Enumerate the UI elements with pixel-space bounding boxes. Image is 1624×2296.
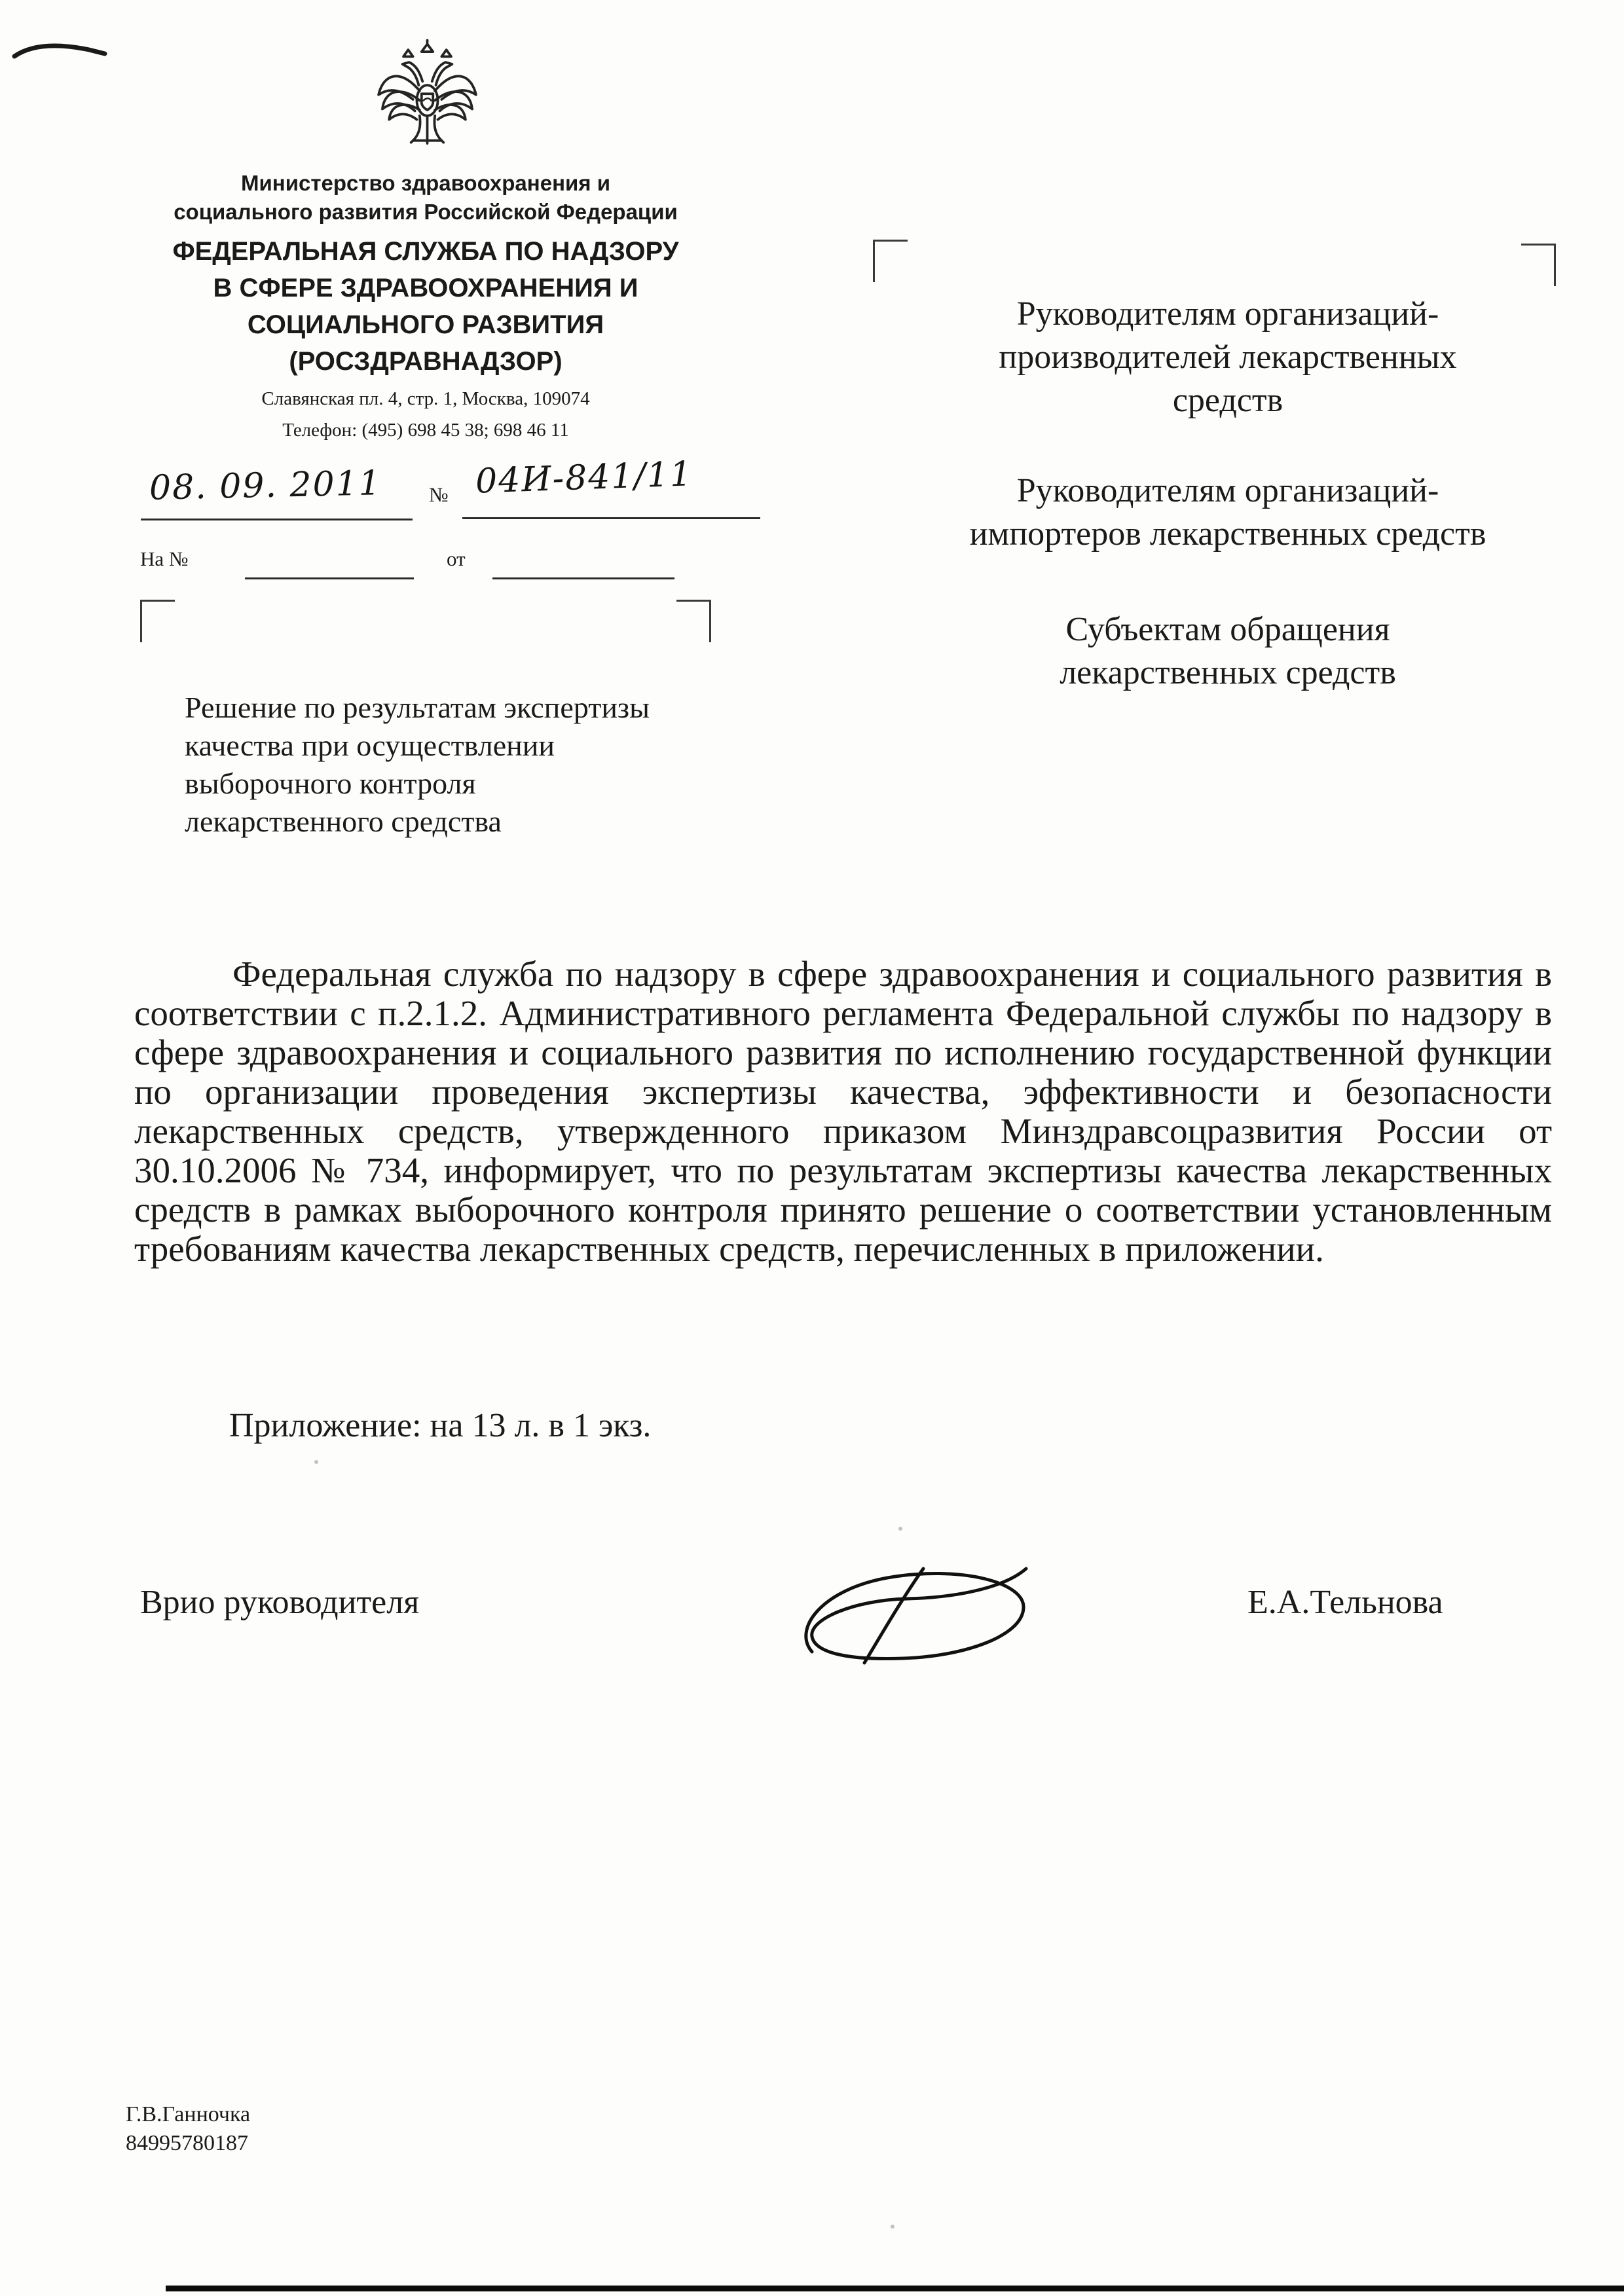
addressee-block-subjects [891, 608, 1565, 695]
executor-phone: 84995780187 [126, 2131, 248, 2155]
scan-speck [314, 1460, 318, 1464]
corner-mark-addressee-left [873, 240, 908, 282]
address-line: Славянская пл. 4, стр. 1, Москва, 109074 [261, 388, 590, 409]
ministry-name [98, 169, 753, 227]
service-line: (РОСЗДРАВНАДЗОР) [289, 347, 563, 376]
body-paragraph: Федеральная служба по надзору в сфере здравоохранения и социального развития в соответствии с п.2.1.2. Административного регламента Федеральной службы по надзору в сфере здравоохранения и социального развития по исполнению государственной функции по организации проведения экспертизы качества, эффективности и безопасности лекарственных средств, утвержденного приказом Минздравсоцразвития России от 30.10.2006 № 734, информирует, что по результатам экспертизы качества лекарственных средств в рамках выборочного контроля принято решение о соответствии установленным требованиям качества лекарственных средств, перечисленных в приложении. [134, 954, 1552, 1269]
subject-line: выборочного контроля [185, 767, 476, 800]
service-line: В СФЕРЕ ЗДРАВООХРАНЕНИЯ И [213, 274, 638, 302]
handwritten-date: 08. 09. 2011 [149, 464, 382, 508]
ministry-line: Министерство здравоохранения и [241, 171, 610, 195]
addressee-line: лекарственных средств [1060, 654, 1396, 691]
attachment-note: Приложение: на 13 л. в 1 экз. [229, 1407, 652, 1444]
coat-of-arms-emblem [370, 38, 485, 162]
service-line: ФЕДЕРАЛЬНАЯ СЛУЖБА ПО НАДЗОРУ [172, 237, 679, 266]
subject-block [185, 689, 774, 841]
corner-mark-subject-right [676, 600, 711, 642]
addressee-block-manufacturers [891, 293, 1565, 422]
scan-edge-bar [166, 2286, 1624, 2291]
reply-date-label: от [447, 547, 466, 570]
executor-name: Г.В.Ганночка [126, 2102, 251, 2126]
subject-line: Решение по результатам экспертизы [185, 691, 650, 724]
number-sign: № [429, 483, 449, 506]
number-underline [462, 517, 760, 519]
executor-block [126, 2100, 250, 2158]
ministry-line: социального развития Российской Федерации [174, 200, 678, 224]
reply-date-blank [492, 577, 674, 579]
handwritten-number: 04И-841/11 [475, 454, 693, 501]
addressee-line: импортеров лекарственных средств [969, 515, 1486, 553]
letterhead-contacts [98, 383, 753, 446]
addressee-line: средств [1172, 382, 1283, 419]
phone-line: Телефон: (495) 698 45 38; 698 46 11 [282, 420, 569, 441]
corner-mark-addressee-right [1521, 244, 1556, 286]
service-name [98, 233, 753, 380]
addressee-block-importers [891, 469, 1565, 556]
corner-mark-subject-left [140, 600, 175, 642]
signature-scribble [776, 1550, 1058, 1681]
subject-line: лекарственного средства [185, 805, 502, 838]
pen-mark [12, 38, 110, 67]
scan-speck [891, 2225, 895, 2229]
date-underline [141, 519, 413, 520]
reply-number-label: На № [140, 547, 189, 570]
addressee-line: Руководителям организаций- [1016, 472, 1439, 509]
addressee-line: Субъектам обращения [1065, 611, 1390, 648]
reply-number-blank [245, 577, 414, 579]
subject-line: качества при осуществлении [185, 729, 555, 762]
addressee-line: Руководителям организаций- [1016, 295, 1439, 333]
double-headed-eagle-icon [370, 38, 485, 159]
service-line: СОЦИАЛЬНОГО РАЗВИТИЯ [247, 310, 604, 339]
addressee-line: производителей лекарственных [999, 338, 1457, 376]
signer-name: Е.А.Тельнова [1247, 1584, 1443, 1621]
signer-position: Врио руководителя [140, 1584, 420, 1621]
scan-speck [898, 1527, 902, 1531]
